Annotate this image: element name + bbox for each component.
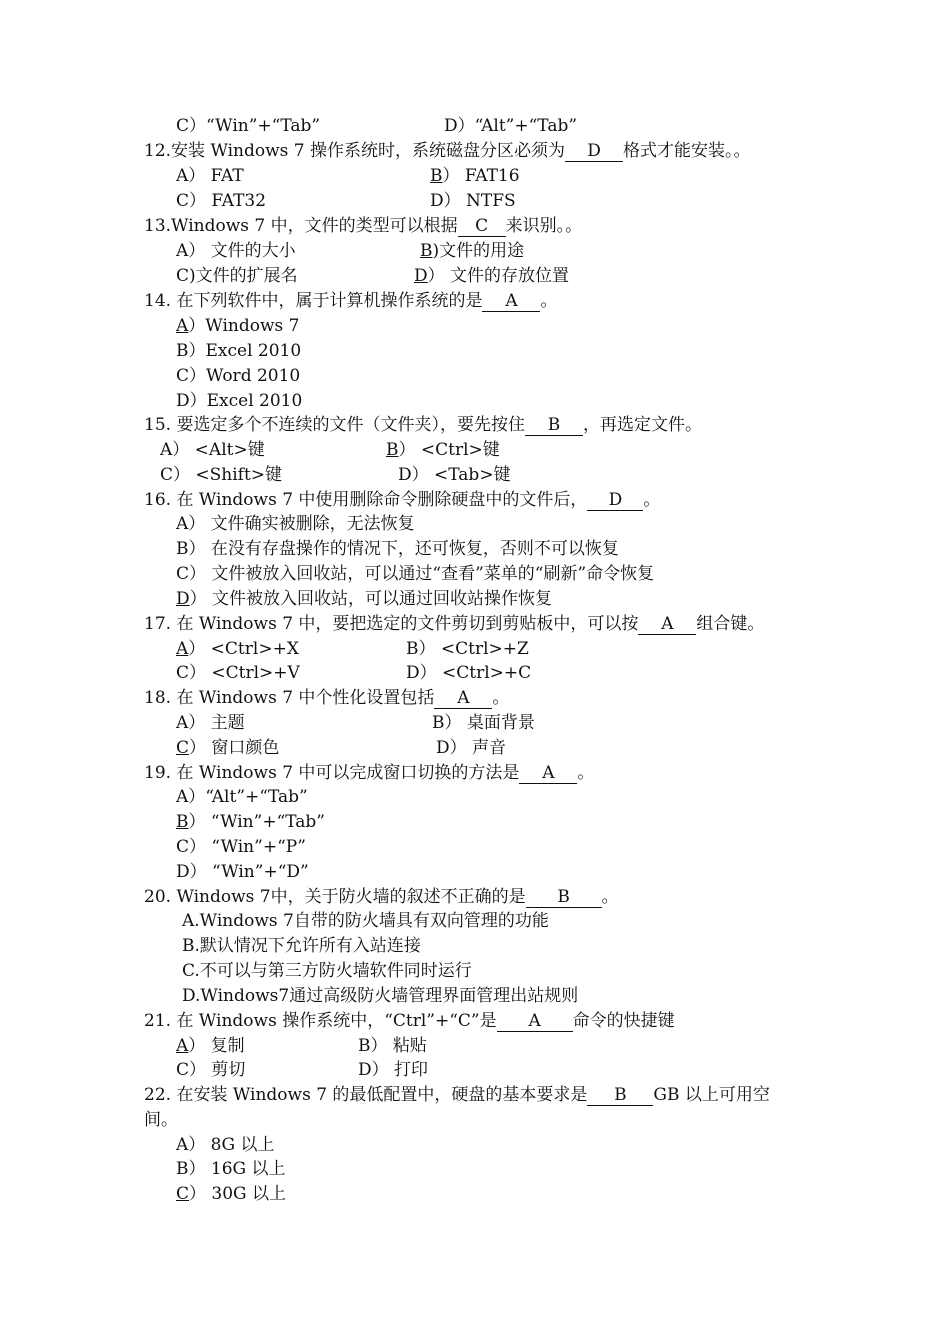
q20-option-b: B.默认情况下允许所有入站连接: [182, 936, 421, 956]
q21-stem: 21. 在 Windows 操作系统中，“Ctrl”+“C”是 A 命令的快捷键: [144, 1011, 675, 1031]
q17-option-c: C） <Ctrl>+V: [176, 663, 300, 683]
q15-stem: 15. 要选定多个不连续的文件（文件夹），要先按住 B ，再选定文件。: [144, 415, 702, 435]
q14-option-d: D）Excel 2010: [176, 391, 303, 411]
q17-option-b: B） <Ctrl>+Z: [406, 639, 529, 659]
q17-stem: 17. 在 Windows 7 中，要把选定的文件剪切到剪贴板中，可以按 A 组合键。: [144, 614, 765, 634]
q20-stem: 20. Windows 7中，关于防火墙的叙述不正确的是 B 。: [144, 887, 619, 907]
q14-answer: A: [482, 291, 540, 312]
q21-option-c: C） 剪切: [176, 1060, 246, 1080]
q11-option-c: C）“Win”+“Tab”: [176, 116, 321, 136]
q16-option-d: D） 文件被放入回收站，可以通过回收站操作恢复: [176, 589, 553, 609]
q19-stem: 19. 在 Windows 7 中可以完成窗口切换的方法是 A 。: [144, 763, 595, 783]
q17-option-a: A） <Ctrl>+X: [176, 639, 299, 659]
q22-answer: B: [587, 1085, 653, 1106]
q12-option-b: B） FAT16: [430, 166, 520, 186]
q12-option-a: A） FAT: [176, 166, 244, 186]
q15-option-c: C） <Shift>键: [160, 465, 283, 485]
q18-option-b: B） 桌面背景: [432, 713, 535, 733]
q18-answer: A: [434, 688, 492, 709]
q14-option-a: A）Windows 7: [176, 316, 300, 336]
q19-option-a: A）“Alt”+“Tab”: [176, 787, 308, 807]
q15-option-b: B） <Ctrl>键: [386, 440, 500, 460]
q13-option-b: B)文件的用途: [420, 241, 525, 261]
q21-answer: A: [497, 1011, 573, 1032]
q13-option-a: A） 文件的大小: [176, 241, 296, 261]
q22-option-a: A） 8G 以上: [176, 1135, 275, 1155]
q14-stem: 14. 在下列软件中，属于计算机操作系统的是 A 。: [144, 291, 558, 311]
q13-option-d: D） 文件的存放位置: [414, 266, 570, 286]
q12-stem: 12.安装 Windows 7 操作系统时，系统磁盘分区必须为 D 格式才能安装。。: [144, 141, 751, 161]
q16-stem: 16. 在 Windows 7 中使用删除命令删除硬盘中的文件后， D 。: [144, 490, 661, 510]
q20-option-c: C.不可以与第三方防火墙软件同时运行: [182, 961, 472, 981]
q18-option-a: A） 主题: [176, 713, 245, 733]
q15-option-d: D） <Tab>键: [398, 465, 511, 485]
q16-option-a: A） 文件确实被删除，无法恢复: [176, 514, 415, 534]
q22-stem-continued: 间。: [144, 1110, 178, 1130]
q22-option-c: C） 30G 以上: [176, 1184, 287, 1204]
q12-option-c: C） FAT32: [176, 191, 267, 211]
q15-option-a: A） <Alt>键: [160, 440, 265, 460]
q13-option-c: C)文件的扩展名: [176, 266, 298, 286]
q20-option-d: D.Windows7通过高级防火墙管理界面管理出站规则: [182, 986, 579, 1006]
q18-stem: 18. 在 Windows 7 中个性化设置包括 A 。: [144, 688, 510, 708]
q19-option-d: D） “Win”+“D”: [176, 862, 309, 882]
q17-answer: A: [638, 614, 696, 635]
q16-answer: D: [587, 490, 643, 511]
q18-option-d: D） 声音: [436, 738, 507, 758]
q22-stem: 22. 在安装 Windows 7 的最低配置中，硬盘的基本要求是 B GB 以上可用空: [144, 1085, 770, 1105]
q19-option-c: C） “Win”+“P”: [176, 837, 306, 857]
q13-answer: C: [458, 216, 506, 237]
q19-option-b: B） “Win”+“Tab”: [176, 812, 325, 832]
q15-answer: B: [525, 415, 583, 436]
q20-option-a: A.Windows 7自带的防火墙具有双向管理的功能: [182, 911, 549, 931]
q21-option-b: B） 粘贴: [358, 1036, 427, 1056]
q12-option-d: D） NTFS: [430, 191, 516, 211]
q13-stem: 13.Windows 7 中，文件的类型可以根据 C 来识别。。: [144, 216, 583, 236]
q19-answer: A: [519, 763, 577, 784]
q21-option-a: A） 复制: [176, 1036, 245, 1056]
q17-option-d: D） <Ctrl>+C: [406, 663, 532, 683]
q16-option-c: C） 文件被放入回收站，可以通过“查看”菜单的“刷新”命令恢复: [176, 564, 655, 584]
q11-option-d: D）“Alt”+“Tab”: [444, 116, 578, 136]
q21-option-d: D） 打印: [358, 1060, 429, 1080]
q18-option-c: C） 窗口颜色: [176, 738, 280, 758]
q14-option-b: B）Excel 2010: [176, 341, 302, 361]
q14-option-c: C）Word 2010: [176, 366, 301, 386]
q12-answer: D: [565, 141, 623, 162]
q22-option-b: B） 16G 以上: [176, 1159, 286, 1179]
q20-answer: B: [526, 887, 602, 908]
q16-option-b: B） 在没有存盘操作的情况下，还可恢复，否则不可以恢复: [176, 539, 619, 559]
